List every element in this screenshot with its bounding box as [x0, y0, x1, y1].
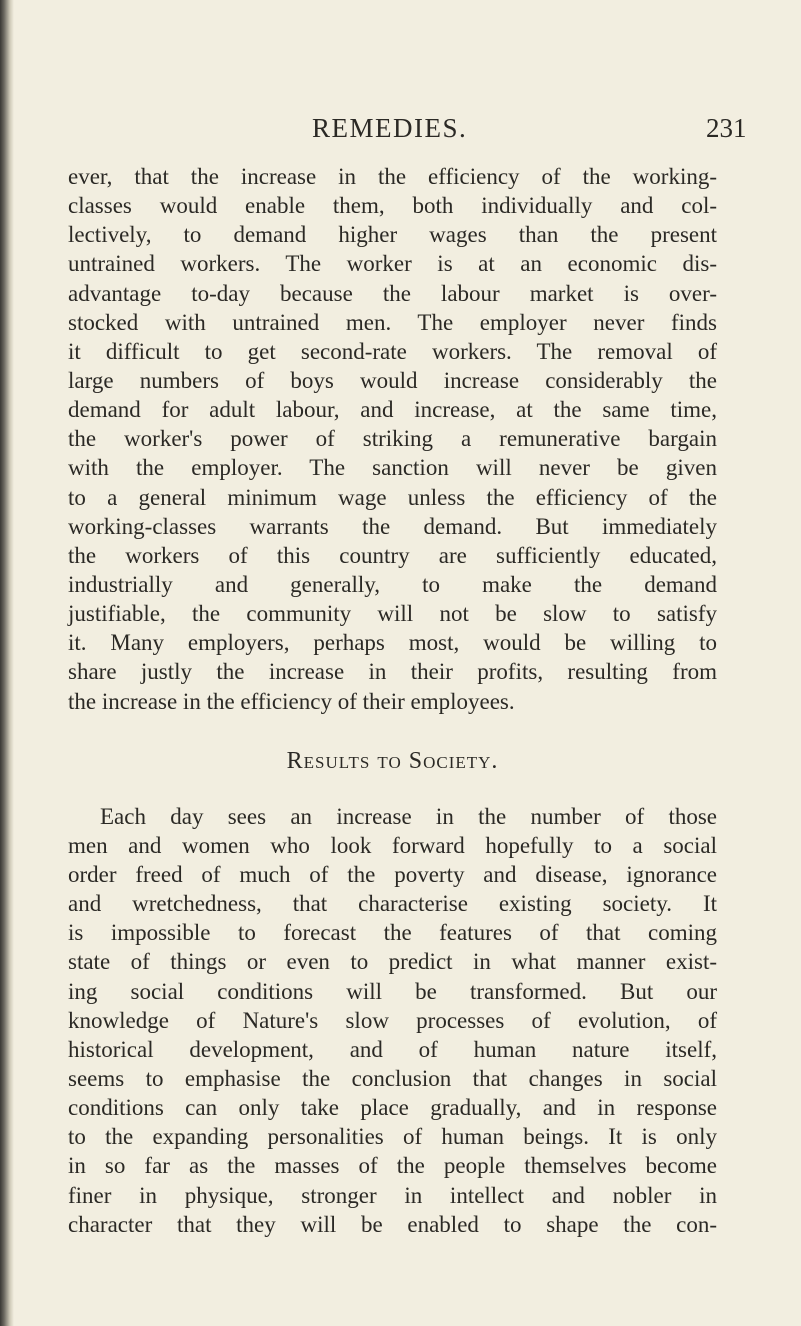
text-line: and wretchedness, that characterise existing society. It — [68, 891, 717, 917]
text-line: state of things or even to predict in what manner exist- — [68, 949, 717, 975]
section-heading: Results to Society. — [286, 747, 499, 774]
text-line: classes would enable them, both individually and col- — [68, 193, 717, 219]
page-body — [68, 162, 717, 1239]
text-line: the increase in the efficiency of their employees. — [68, 688, 515, 714]
text-line: industrially and generally, to make the demand — [68, 571, 717, 597]
text-line: advantage to-day because the labour market is over- — [68, 280, 717, 306]
text-line: it. Many employers, perhaps most, would be willing to — [68, 630, 717, 656]
text-line: men and women who look forward hopefully to a social — [68, 832, 717, 858]
text-line: the workers of this country are sufficiently educated, — [68, 542, 717, 568]
page-number: 231 — [706, 113, 747, 143]
text-line: untrained workers. The worker is at an economic dis- — [68, 251, 717, 277]
paragraph-continued — [68, 162, 717, 716]
text-line: justifiable, the community will not be slow to satisfy — [68, 601, 717, 627]
text-line: share justly the increase in their profits, resulting from — [68, 659, 717, 685]
paragraph — [68, 802, 717, 1239]
text-line: the worker's power of striking a remunerative bargain — [68, 426, 717, 452]
text-line: demand for adult labour, and increase, at the same time, — [68, 397, 717, 423]
text-line: working-classes warrants the demand. But immediately — [68, 513, 717, 539]
text-line: is impossible to forecast the features of that coming — [68, 920, 717, 946]
text-line: finer in physique, stronger in intellect and nobler in — [68, 1182, 717, 1208]
text-line: to a general minimum wage unless the efficiency of the — [68, 484, 717, 510]
running-head: REMEDIES. — [312, 113, 468, 143]
text-line: stocked with untrained men. The employer never finds — [68, 309, 717, 335]
text-line: conditions can only take place gradually, and in response — [68, 1095, 717, 1121]
book-binding-edge — [0, 0, 14, 1326]
text-line: to the expanding personalities of human beings. It is only — [68, 1124, 717, 1150]
text-line: ing social conditions will be transformed. But our — [68, 978, 717, 1004]
text-line: order freed of much of the poverty and disease, ignorance — [68, 861, 717, 887]
text-line: lectively, to demand higher wages than the present — [68, 222, 717, 248]
text-line: seems to emphasise the conclusion that changes in social — [68, 1065, 717, 1091]
text-line: with the employer. The sanction will never be given — [68, 455, 717, 481]
text-line: knowledge of Nature's slow processes of evolution, of — [68, 1007, 717, 1033]
text-line: it difficult to get second-rate workers. The removal of — [68, 338, 717, 364]
text-line: large numbers of boys would increase considerably the — [68, 367, 717, 393]
text-line: ever, that the increase in the efficiency of the working- — [68, 164, 717, 189]
text-line: historical development, and of human nature itself, — [68, 1036, 717, 1062]
text-line: character that they will be enabled to shape the con- — [68, 1211, 717, 1237]
page-header — [0, 108, 801, 148]
text-line: in so far as the masses of the people themselves become — [68, 1153, 717, 1179]
text-line: Each day sees an increase in the number of those — [100, 803, 717, 829]
